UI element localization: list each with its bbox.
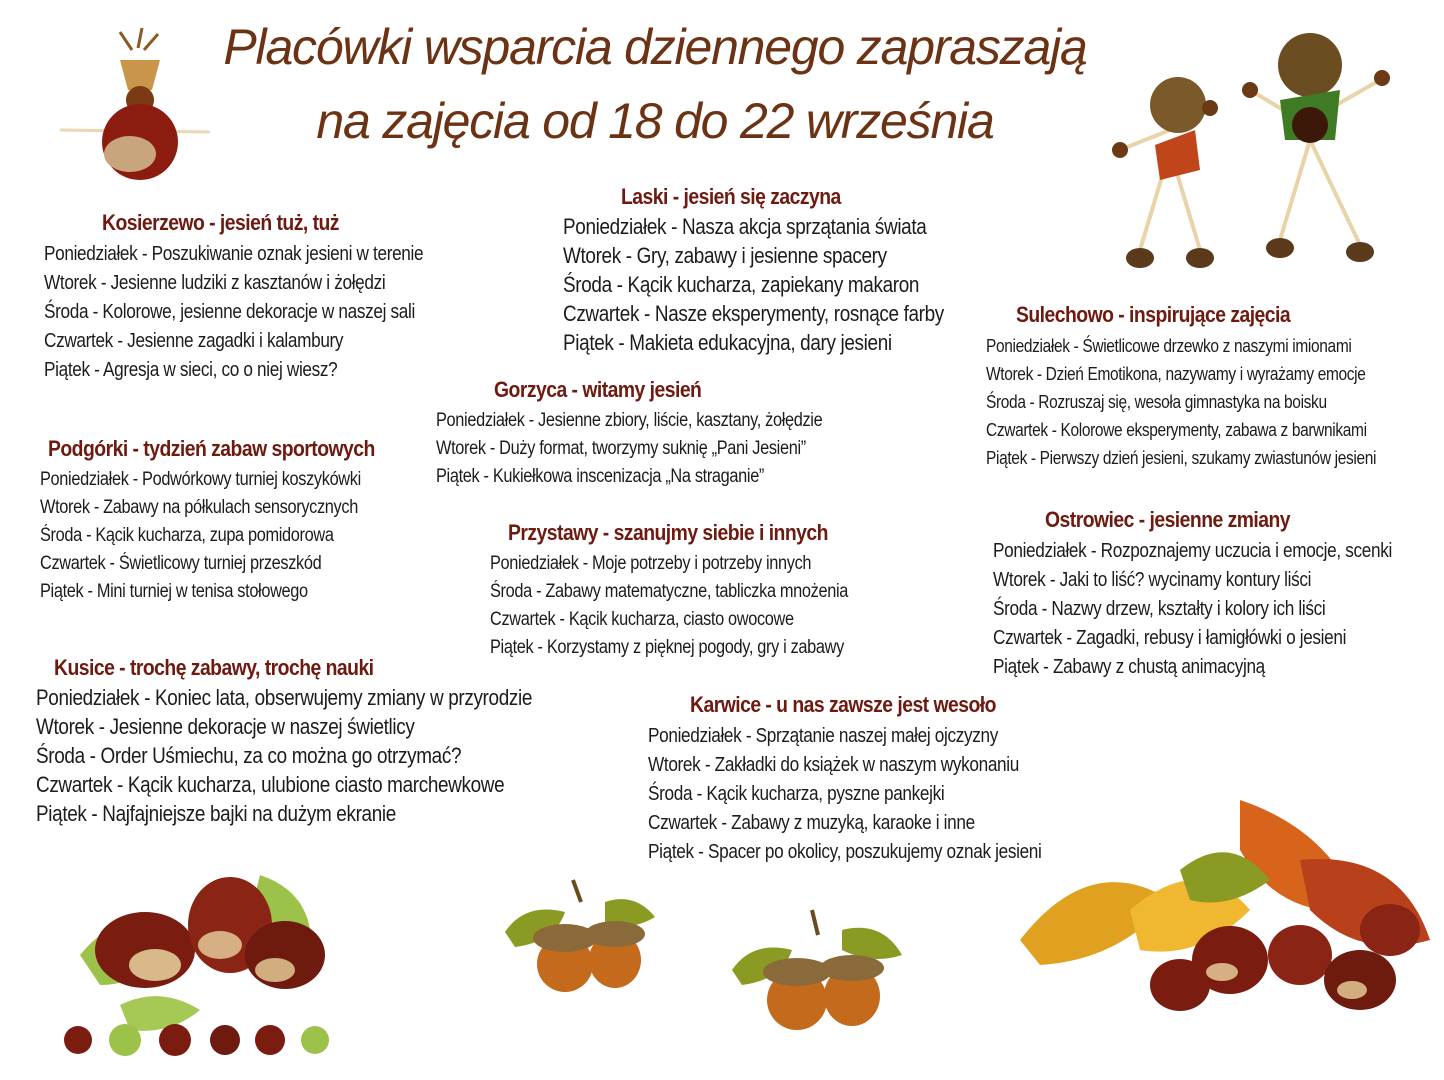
kosierzewo-heading: Kosierzewo - jesień tuż, tuż <box>102 210 339 235</box>
przystawy-heading: Przystawy - szanujmy siebie i innych <box>508 520 828 545</box>
list-item: Piątek - Makieta edukacyjna, dary jesieni <box>563 330 892 355</box>
acorn-icon <box>495 872 665 997</box>
acorn-icon <box>722 900 912 1035</box>
list-item: Środa - Kącik kucharza, zupa pomidorowa <box>40 525 334 546</box>
chestnut-figure-icon <box>40 20 240 190</box>
list-item: Środa - Zabawy matematyczne, tabliczka mnożenia <box>490 581 849 602</box>
autumn-leaves-icon <box>1000 790 1440 1030</box>
chestnuts-icon <box>60 835 350 1065</box>
chestnut-people-icon <box>1100 20 1420 280</box>
list-item: Piątek - Zabawy z chustą animacyjną <box>993 656 1265 678</box>
page-title-line-1: Placówki wsparcia dziennego zapraszają <box>223 19 1087 75</box>
list-item: Środa - Rozruszaj się, wesoła gimnastyka na boisku <box>986 392 1327 412</box>
list-item: Środa - Nazwy drzew, kształty i kolory ich liści <box>993 598 1326 620</box>
przystawy-schedule <box>490 520 906 662</box>
list-item: Poniedziałek - Podwórkowy turniej koszykówki <box>40 469 361 490</box>
list-item: Poniedziałek - Rozpoznajemy uczucia i emocje, scenki <box>993 540 1392 562</box>
podgorki-heading: Podgórki - tydzień zabaw sportowych <box>48 436 375 461</box>
list-item: Wtorek - Jesienne dekoracje w naszej świetlicy <box>36 714 415 739</box>
list-item: Wtorek - Dzień Emotikona, nazywamy i wyrażamy emocje <box>986 364 1366 384</box>
laski-heading: Laski - jesień się zaczyna <box>621 184 841 209</box>
list-item: Piątek - Najfajniejsze bajki na dużym ekranie <box>36 801 396 826</box>
karwice-heading: Karwice - u nas zawsze jest wesoło <box>690 692 996 717</box>
list-item: Wtorek - Jesienne ludziki z kasztanów i żołędzi <box>44 272 386 294</box>
podgorki-schedule <box>40 436 419 606</box>
sulechowo-heading: Sulechowo - inspirujące zajęcia <box>1016 302 1291 327</box>
list-item: Poniedziałek - Moje potrzeby i potrzeby innych <box>490 553 812 574</box>
list-item: Czwartek - Kącik kucharza, ciasto owocowe <box>490 609 794 630</box>
list-item: Środa - Kącik kucharza, zapiekany makaron <box>563 272 920 297</box>
sulechowo-schedule <box>986 302 1440 472</box>
list-item: Piątek - Spacer po okolicy, poszukujemy oznak jesieni <box>648 841 1042 863</box>
list-item: Piątek - Mini turniej w tenisa stołowego <box>40 581 308 602</box>
list-item: Wtorek - Zakładki do książek w naszym wykonaniu <box>648 754 1019 776</box>
list-item: Czwartek - Nasze eksperymenty, rosnące farby <box>563 301 944 326</box>
list-item: Poniedziałek - Sprzątanie naszej małej ojczyzny <box>648 725 998 747</box>
page-title-line-2: na zajęcia od 18 do 22 września <box>316 93 994 149</box>
list-item: Wtorek - Zabawy na półkulach sensorycznych <box>40 497 358 518</box>
list-item: Piątek - Kukiełkowa inscenizacja „Na straganie” <box>436 466 765 487</box>
list-item: Poniedziałek - Świetlicowe drzewko z naszymi imionami <box>986 336 1352 356</box>
list-item: Poniedziałek - Koniec lata, obserwujemy zmiany w przyrodzie <box>36 685 533 710</box>
list-item: Poniedziałek - Nasza akcja sprzątania świata <box>563 214 927 239</box>
list-item: Czwartek - Świetlicowy turniej przeszkód <box>40 553 322 574</box>
gorzyca-schedule <box>436 377 885 491</box>
laski-schedule <box>563 184 1006 357</box>
list-item: Środa - Kącik kucharza, pyszne pankejki <box>648 783 945 805</box>
list-item: Wtorek - Jaki to liść? wycinamy kontury liści <box>993 569 1312 591</box>
ostrowiec-heading: Ostrowiec - jesienne zmiany <box>1045 507 1291 532</box>
list-item: Czwartek - Kącik kucharza, ulubione ciasto marchewkowe <box>36 772 505 797</box>
gorzyca-heading: Gorzyca - witamy jesień <box>494 377 702 402</box>
list-item: Wtorek - Gry, zabawy i jesienne spacery <box>563 243 887 268</box>
list-item: Wtorek - Duży format, tworzymy suknię „Pani Jesieni” <box>436 438 806 459</box>
list-item: Czwartek - Jesienne zagadki i kalambury <box>44 330 344 352</box>
list-item: Piątek - Agresja w sieci, co o niej wiesz? <box>44 359 338 381</box>
kusice-heading: Kusice - trochę zabawy, trochę nauki <box>54 655 374 680</box>
list-item: Poniedziałek - Jesienne zbiory, liście, kasztany, żołędzie <box>436 410 823 431</box>
ostrowiec-schedule <box>993 507 1444 682</box>
list-item: Czwartek - Zabawy z muzyką, karaoke i inne <box>648 812 975 834</box>
list-item: Środa - Kolorowe, jesienne dekoracje w naszej sali <box>44 301 415 323</box>
list-item: Piątek - Pierwszy dzień jesieni, szukamy zwiastunów jesieni <box>986 448 1377 468</box>
kosierzewo-schedule <box>44 210 485 385</box>
list-item: Czwartek - Kolorowe eksperymenty, zabawa z barwnikami <box>986 420 1367 440</box>
list-item: Poniedziałek - Poszukiwanie oznak jesieni w terenie <box>44 243 424 265</box>
list-item: Środa - Order Uśmiechu, za co można go otrzymać? <box>36 743 462 768</box>
list-item: Czwartek - Zagadki, rebusy i łamigłówki o jesieni <box>993 627 1347 649</box>
kusice-schedule <box>36 655 613 828</box>
list-item: Piątek - Korzystamy z pięknej pogody, gry i zabawy <box>490 637 844 658</box>
